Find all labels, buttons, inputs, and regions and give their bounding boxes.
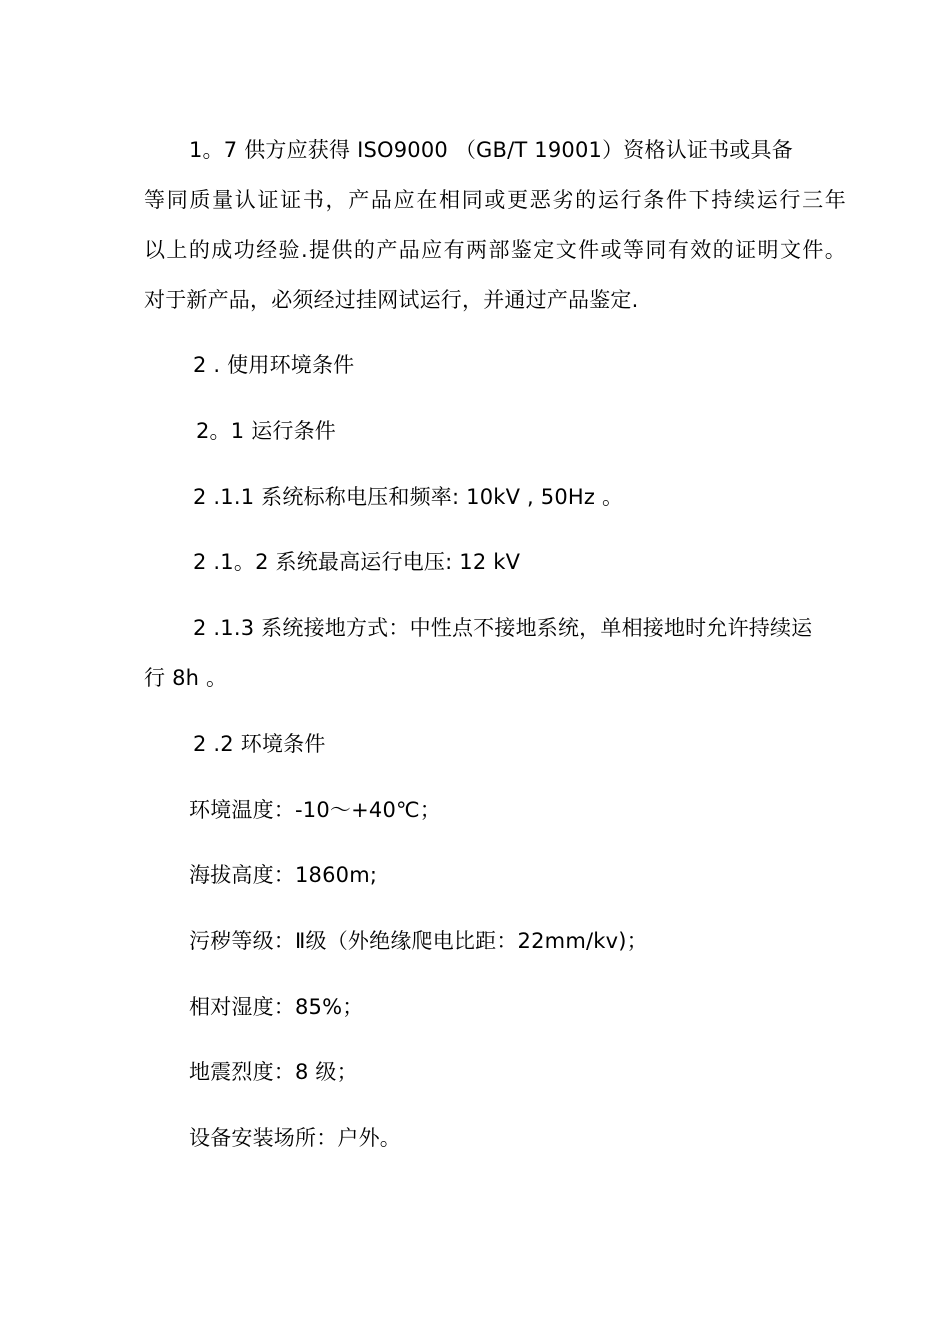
- env-humidity: 相对湿度：85%；: [189, 995, 364, 1019]
- section-2-heading: 2 . 使用环境条件: [193, 353, 355, 377]
- item-2-1-2: 2 .1。2 系统最高运行电压: 12 kV: [193, 550, 521, 574]
- env-temperature: 环境温度：-10～+40℃；: [189, 798, 441, 822]
- item-2-1-3-line-2: 行 8h 。: [144, 666, 228, 690]
- para-1-7-line-2: 等同质量认证证书，产品应在相同或更恶劣的运行条件下持续运行三年: [144, 188, 846, 212]
- section-2-2-heading: 2 .2 环境条件: [193, 732, 326, 756]
- para-1-7-line-3: 以上的成功经验.提供的产品应有两部鉴定文件或等同有效的证明文件。: [144, 238, 846, 262]
- item-2-1-1: 2 .1.1 系统标称电压和频率: 10kV , 50Hz 。: [193, 485, 624, 509]
- item-2-1-3-line-1: 2 .1.3 系统接地方式：中性点不接地系统，单相接地时允许持续运: [193, 616, 813, 640]
- section-2-1-heading: 2。1 运行条件: [196, 419, 336, 443]
- env-altitude: 海拔高度：1860m;: [189, 863, 378, 887]
- para-1-7-line-4: 对于新产品，必须经过挂网试运行，并通过产品鉴定.: [144, 288, 639, 312]
- para-1-7-line-1: 1。7 供方应获得 ISO9000 （GB/T 19001）资格认证书或具备: [189, 138, 793, 162]
- env-pollution: 污秽等级：Ⅱ级（外绝缘爬电比距：22mm/kv)；: [189, 929, 648, 953]
- env-location: 设备安装场所：户外。: [189, 1126, 401, 1150]
- env-seismic: 地震烈度：8 级；: [189, 1060, 358, 1084]
